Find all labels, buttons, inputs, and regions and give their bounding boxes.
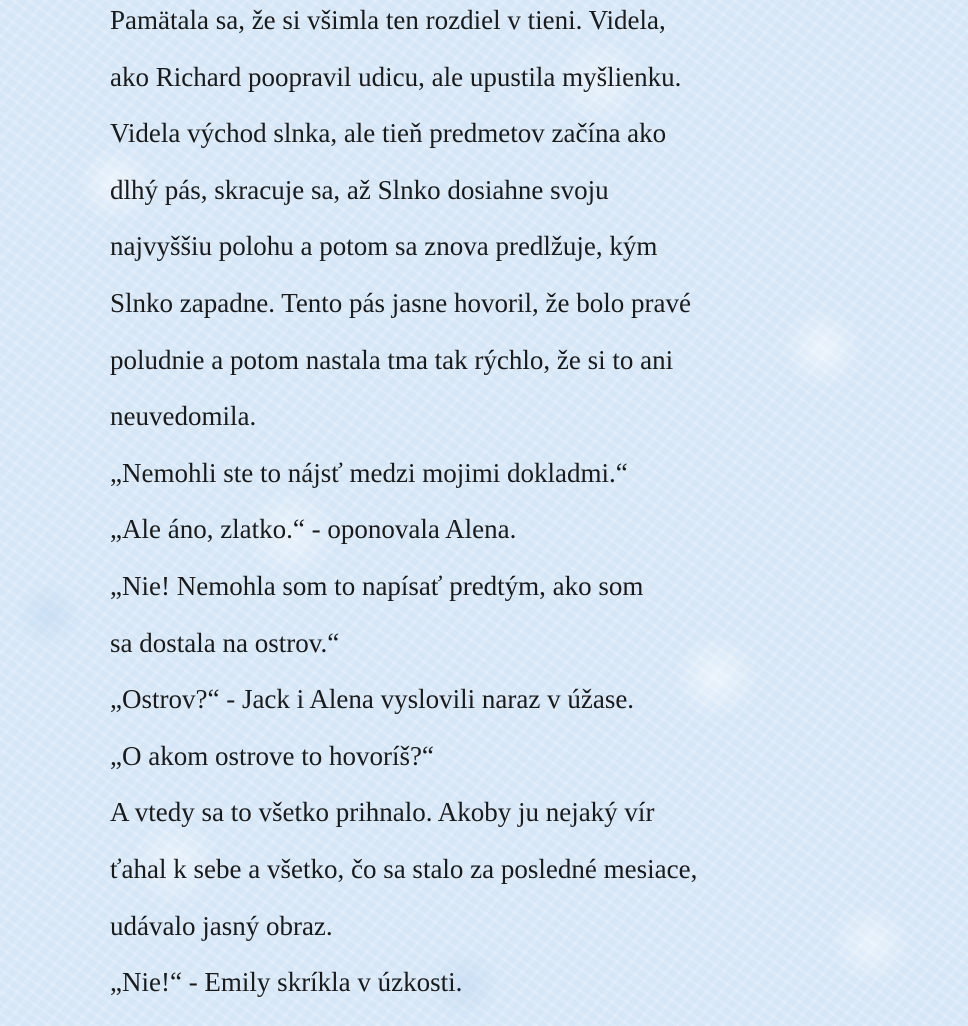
text-line: „Ale áno, zlatko.“ - oponovala Alena. bbox=[110, 514, 517, 545]
text-line: ťahal k sebe a všetko, čo sa stalo za posledné mesiace, bbox=[110, 853, 698, 884]
text-line: „Ostrov?“ - Jack i Alena vyslovili naraz v úžase. bbox=[110, 684, 635, 715]
text-line: „Nie! Nemohla som to napísať predtým, ako som bbox=[110, 570, 644, 601]
text-line: Videla východ slnka, ale tieň predmetov začína ako bbox=[110, 118, 667, 149]
text-line: „O akom ostrove to hovoríš?“ bbox=[110, 740, 434, 771]
text-line: neuvedomila. bbox=[110, 401, 257, 432]
text-line: udávalo jasný obraz. bbox=[110, 910, 333, 941]
text-line: sa dostala na ostrov.“ bbox=[110, 627, 340, 658]
text-line: dlhý pás, skracuje sa, až Slnko dosiahne svoju bbox=[110, 174, 609, 205]
text-line: poludnie a potom nastala tma tak rýchlo, že si to ani bbox=[110, 344, 674, 375]
text-line: Pamätala sa, že si všimla ten rozdiel v tieni. Videla, bbox=[110, 5, 666, 35]
text-line: A vtedy sa to všetko prihnalo. Akoby ju nejaký vír bbox=[110, 797, 655, 828]
document-page bbox=[110, 0, 950, 1011]
text-line: najvyššiu polohu a potom sa znova predlžuje, kým bbox=[110, 231, 658, 262]
text-line: „Nie!“ - Emily skríkla v úzkosti. bbox=[110, 967, 463, 998]
text-line: Slnko zapadne. Tento pás jasne hovoril, že bolo pravé bbox=[110, 287, 691, 318]
text-line: „Nemohli ste to nájsť medzi mojimi dokladmi.“ bbox=[110, 457, 628, 488]
text-line: ako Richard poopravil udicu, ale upustila myšlienku. bbox=[110, 61, 682, 92]
